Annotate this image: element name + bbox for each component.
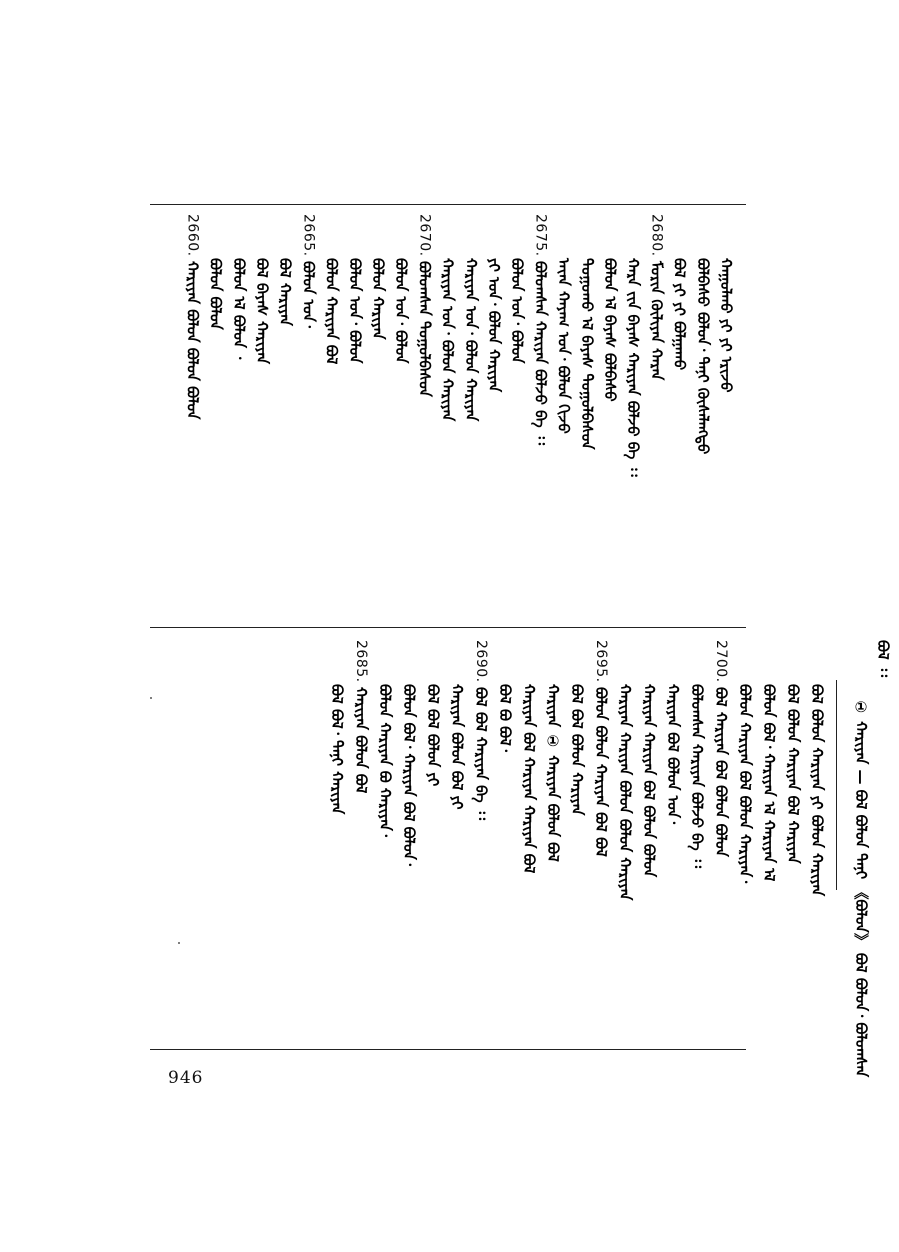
verse-number: 2690. (473, 640, 489, 683)
verse-text: ᠬᠠᠷᠢᠶᠠᠨ ᠤᠨ᠂ ᠪᠣᠯᠤᠨ ᠬᠠᠷᠢᠶᠠᠨ (461, 258, 480, 422)
verse-number: 2670. (416, 214, 433, 257)
verse-text: ᠬᠠᠷᠢᠶᠠᠨ ① ᠬᠠᠷᠢᠶᠠᠨ ᠪᠣᠯᠤᠨ ᠪᠣᠯ (544, 684, 562, 862)
verse-text: ᠲᠣᠭᠣᠬᠤ ᠡᠯ ᠪᠠᠶᠠᠰ ᠲᠣᠭᠣᠯᠪᠠᠰᠤᠨ (577, 258, 596, 450)
verse-text: ᠬᠠᠭᠤᠯᠬᠤ ᠶᠢ ᠶᠢ ᠡᠷᠢᠵᠦ (717, 258, 735, 393)
verse-text: ᠪᠣᠯᠤᠨ ᠡᠯ ᠪᠣᠯᠤᠨ ᠂ (229, 258, 248, 360)
verse-line (518, 640, 540, 873)
verse-line (460, 214, 482, 421)
verse-number: 2700. (713, 640, 729, 683)
verse-line (470, 640, 492, 820)
verse-line (483, 214, 505, 392)
footnote-text (850, 698, 872, 1077)
footnote-tail-text: ᠪᠣᠯ ᠄᠄ (874, 640, 892, 678)
verse-line (806, 640, 828, 896)
verse-text: ᠪᠣᠯᠤᠨ ᠤᠨ᠂ (299, 260, 318, 328)
verse-line (758, 640, 780, 881)
verse-text: ᠪᠣᠯ ᠶᠢ ᠶᠢ ᠪᠣᠯᠭᠠᠬᠤ (670, 258, 689, 371)
verse-number: 2660. (184, 214, 201, 257)
verse-text: ᠪᠣᠯᠤᠨ ᠬᠠᠷᠢᠶᠠᠨ (369, 258, 387, 340)
verse-line (446, 640, 468, 809)
verse-text: ᠮᠣᠷᠢᠨ ᠬᠦᠯᠢᠶᠡᠨ ᠬᠠᠷᠠᠨ (647, 260, 666, 380)
verse-number: 2680. (648, 214, 665, 257)
verse-text: ᠪᠣᠯᠤᠨ ᠪᠣᠯᠤᠨ (206, 258, 225, 330)
verse-line (321, 214, 343, 364)
verse-line (542, 640, 564, 862)
verse-section-upper (150, 214, 746, 614)
verse-text: ᠪᠣᠯᠪᠠᠰᠤ ᠪᠣᠯᠤᠨ᠂ ᠲᠠᠨᠢ ᠬᠦᠰᠡᠯᠡᠩᠲᠦ (693, 258, 712, 455)
verse-text: ᠪᠣᠯ ᠪᠣᠯᠤᠨ ᠬᠠᠷᠢᠶᠠᠨ ᠪᠣᠯ ᠬᠠᠷᠢᠶᠠᠨ (784, 684, 802, 864)
verse-line (228, 214, 250, 359)
verse-number: 2695. (593, 640, 609, 683)
verse-text: ᠪᠣᠯᠤᠨ ᠪᠣᠯᠤᠨ ᠬᠠᠷᠢᠶᠠᠨ ᠪᠣᠯ ᠪᠣᠯ (592, 686, 610, 857)
verse-text: ᠪᠣᠯ ᠪᠠᠶᠠᠰ ᠬᠠᠷᠢᠶᠠᠨ (253, 258, 271, 365)
verse-text: ᠪᠣᠯᠤᠨ ᠬᠠᠷᠢᠶᠠᠨ ᠪᠣᠯ ᠪᠣᠯᠤᠨ ᠬᠠᠷᠢᠶᠠᠨ᠂ (736, 684, 754, 884)
verse-text: ᠪᠣᠯᠤᠨ ᠡᠯ ᠪᠠᠶᠠᠰ ᠪᠣᠯᠪᠠᠰᠤ (601, 258, 619, 402)
verse-text: ᠬᠠᠷᠢᠶᠠᠨ ᠪᠣᠯᠤᠨ ᠪᠣᠯ ᠶᠢ (448, 684, 466, 810)
verse-line (398, 640, 420, 866)
verse-line (367, 214, 389, 339)
verse-line (599, 214, 621, 402)
verse-line (274, 214, 296, 326)
verse-line (181, 214, 203, 419)
page-number: 946 (168, 1068, 204, 1088)
verse-text: ᠪᠣᠯ ᠪᠣᠯ ᠪᠣᠯᠤᠨ ᠶᠢ (424, 684, 442, 787)
verse-text: ᠬᠠᠷᠢᠶᠠᠨ ᠪᠣᠯᠤᠨ ᠪᠣᠯᠤᠨ ᠪᠣᠯᠤᠨ (183, 260, 202, 420)
verse-line (638, 640, 660, 877)
verse-text: ᠪᠣᠯᠤᠨ ᠬᠠᠷᠢᠶᠠᠨ ᠪᠣᠯ (322, 258, 341, 365)
bottom-rule (150, 1049, 746, 1050)
footnote-separator (836, 680, 837, 890)
verse-text: ᠬᠠᠷᠢᠶᠠᠨ ᠪᠣᠯᠤᠨ ᠪᠣᠯ (352, 686, 370, 794)
top-rule (150, 204, 746, 205)
speck (150, 697, 152, 699)
verse-text: ᠬᠠᠷᠢᠶᠠᠨ ᠤᠨ᠂ ᠪᠣᠯᠤᠨ ᠬᠠᠷᠢᠶᠠᠨ (438, 258, 457, 422)
verse-line (297, 214, 319, 328)
verse-number: 2685. (353, 640, 369, 683)
verse-text: ᠬᠠᠷᠠ ᠵᠢᠨ ᠪᠠᠶᠠᠰ ᠬᠠᠷᠢᠶᠠᠨ ᠪᠣᠯᠵᠤ ᠪᠠ ᠄᠄ (624, 258, 643, 477)
verse-number: 2675. (532, 214, 549, 257)
verse-line (622, 214, 644, 477)
verse-text: ᠬᠠᠷᠢᠶᠠᠨ ᠬᠠᠷᠢᠶᠠᠨ ᠪᠣᠯ ᠪᠣᠯᠤᠨ ᠪᠣᠯᠤᠨ (640, 684, 658, 878)
verse-number: 2665. (300, 214, 317, 257)
verse-line (662, 640, 684, 824)
verse-line (715, 214, 737, 392)
verse-line (374, 640, 396, 837)
verse-line (645, 214, 667, 380)
verse-text: ᠪᠣᠯ ᠬᠠᠷᠢᠶᠠᠨ ᠪᠣᠯ ᠪᠣᠯᠤᠨ ᠪᠣᠯᠤᠨ (712, 686, 730, 857)
footnote-tail (872, 640, 894, 677)
verse-text: ᠪᠣᠯᠤᠨ ᠪᠣᠯ᠂ ᠬᠠᠷᠢᠶᠠᠨ ᠪᠣᠯ ᠪᠣᠯᠤᠨ᠂ (400, 684, 418, 866)
verse-line (437, 214, 459, 421)
verse-text: ᠪᠣᠯᠤᠭᠰᠠᠨ ᠬᠠᠷᠢᠶᠠᠨ ᠪᠣᠯᠵᠤ ᠪᠠ ᠄᠄ (531, 260, 550, 445)
footnote (850, 698, 872, 1077)
verse-line (553, 214, 575, 434)
verse-line (422, 640, 444, 786)
verse-line (494, 640, 516, 752)
verse-text: ᠪᠣᠯ ᠬᠠᠷᠢᠶᠠᠨ (276, 258, 295, 326)
verse-line (782, 640, 804, 864)
speck (178, 942, 180, 944)
verse-line (413, 214, 435, 397)
verse-line (669, 214, 691, 370)
verse-text: ᠪᠣᠯ ᠪᠣ ᠪᠣᠯ᠂ (496, 684, 514, 752)
verse-text: ᠪᠣᠯ ᠪᠣᠯ᠂ ᠲᠠᠨᠢ ᠬᠠᠷᠢᠶᠠᠨ (328, 684, 346, 815)
footnote-mark: ① (852, 698, 870, 716)
verse-line (390, 214, 412, 363)
verse-line (614, 640, 636, 900)
verse-line (350, 640, 372, 793)
verse-line (590, 640, 612, 856)
verse-text: ᠬᠠᠷᠢᠶᠠᠨ ᠪᠣᠯ ᠬᠠᠷᠢᠶᠠᠨ ᠬᠠᠷᠢᠶᠠᠨ ᠪᠣᠯ (520, 684, 538, 874)
verse-line (326, 640, 348, 814)
verse-line (529, 214, 551, 445)
verse-line (566, 640, 588, 815)
verse-text: ᠪᠣᠯᠤᠨ ᠬᠠᠷᠢᠶᠠᠨ ᠪᠣ ᠬᠠᠷᠢᠶᠠᠨ᠂ (376, 684, 394, 837)
verse-text: ᠪᠣᠯᠤᠭᠰᠠᠨ ᠲᠣᠭᠣᠯᠪᠠᠰᠤᠨ (415, 260, 434, 397)
footnote-body: ᠬᠠᠷᠢᠶᠠᠨ — ᠪᠣᠯ ᠪᠣᠯᠤᠨ ᠲᠠᠨᠢ 《ᠪᠣᠯᠤᠨ》 ᠪᠣᠯ ᠪᠣᠯᠤᠨ᠂ ᠪᠣᠯᠤᠭᠰᠠᠨ (852, 721, 870, 1078)
verse-text: ᠬᠠᠷᠢᠶᠠᠨ ᠬᠠᠷᠢᠶᠠᠨ ᠪᠣᠯᠤᠨ ᠪᠣᠯᠤᠨ ᠬᠠᠷᠢᠶᠠᠨ (616, 684, 634, 901)
verse-text: ᠠᠶ᠋ᠠᠨ ᠬᠠᠶᠠᠭ ᠤᠨ᠂ ᠪᠣᠯᠤᠨ ᠬᠢᠵᠦ (554, 258, 573, 434)
verse-text: ᠬᠠᠷᠢᠶᠠᠨ ᠪᠣᠯ ᠪᠣᠯᠤᠨ ᠤᠨ᠂ (664, 684, 682, 825)
verse-line (251, 214, 273, 364)
verse-text: ᠪᠣᠯᠤᠨ ᠤᠨ᠂ ᠪᠣᠯᠤᠨ (508, 258, 527, 364)
verse-text: ᠪᠣᠯ ᠪᠣᠯ ᠬᠠᠷᠢᠶᠠᠨ ᠪᠠ ᠄᠄ (472, 686, 490, 820)
verse-text: ᠪᠣᠯ ᠪᠣᠯ ᠪᠣᠯᠤᠨ ᠬᠠᠷᠢᠶᠠᠨ (568, 684, 586, 816)
verse-text: ᠪᠣᠯᠤᠨ ᠪᠣᠯ᠂ ᠬᠠᠷᠢᠶᠠᠨ ᠡᠯ ᠬᠠᠷᠢᠶᠠᠨ ᠡᠯ (760, 684, 778, 882)
verse-text: ᠪᠣᠯᠤᠨ ᠤᠨ᠂ ᠪᠣᠯᠤᠨ (392, 258, 411, 364)
middle-rule (150, 627, 746, 628)
verse-text: ᠪᠣᠯᠤᠨ ᠤᠨ᠂ ᠪᠣᠯᠤᠨ (345, 258, 364, 364)
verse-text: ᠪᠣᠯᠤᠭᠰᠠᠨ ᠬᠠᠷᠢᠶᠠᠨ ᠪᠣᠯᠵᠤ ᠪᠠ ᠄᠄ (688, 684, 706, 869)
verse-line (344, 214, 366, 363)
verse-line (686, 640, 708, 868)
verse-line (734, 640, 756, 883)
verse-line (506, 214, 528, 363)
verse-line (710, 640, 732, 856)
verse-line (205, 214, 227, 330)
verse-text: ᠪᠣᠯ ᠪᠣᠯᠤᠨ ᠬᠠᠷᠢᠶᠠᠨ ᠶᠢ ᠪᠣᠯᠤᠨ ᠬᠠᠷᠢᠶᠠᠨ (808, 684, 826, 897)
verse-line (692, 214, 714, 454)
verse-line (576, 214, 598, 449)
verse-text: ᠶᠢ ᠤᠨ᠂ ᠪᠣᠯᠤᠨ ᠬᠠᠷᠢᠶᠠᠨ (485, 258, 503, 393)
